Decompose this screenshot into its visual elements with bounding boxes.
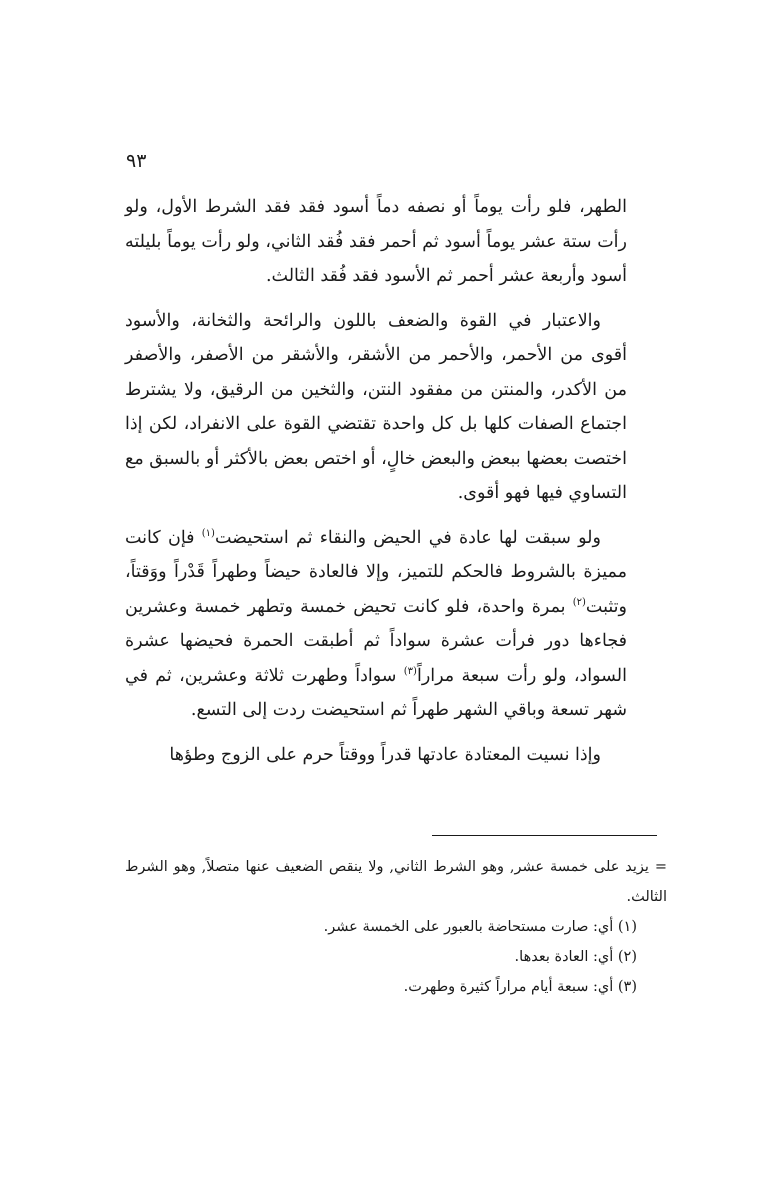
main-text [125, 190, 627, 782]
footnote-1: (١) أي: صارت مستحاضة بالعبور على الخمسة عشر. [323, 919, 637, 935]
footnote-continued: = يزيد على خمسة عشر, وهو الشرط الثاني, ولا ينقص الضعيف عنها متصلاً, وهو الشرط الثالث. [125, 859, 667, 905]
page-number: ٩٣ [126, 150, 147, 172]
paragraph-3-part-3: بمرة واحدة، فلو كانت تحيض خمسة وتطهر خمسة وعشرين فجاءها دور فرأت عشرة سواداً ثم أطبقت الحمرة فحيضها عشرة السواد، ولو رأت سبعة مراراً [125, 596, 627, 686]
footnote-3: (٣) أي: سبعة أيام مراراً كثيرة وطهرت. [403, 979, 637, 995]
paragraph-3 [125, 521, 627, 728]
paragraph-1: الطهر، فلو رأت يوماً أو نصفه دماً أسود فقد فقد الشرط الأول، ولو رأت ستة عشر يوماً أسود ثم أحمر فقد فُقد الثاني، ولو رأت يوماً بليلته أسود وأربعة عشر أحمر ثم الأسود فقد فُقد الثالث. [125, 197, 627, 286]
footnote-2: (٢) أي: العادة بعدها. [514, 949, 637, 965]
footnote-divider [432, 835, 657, 836]
note-ref-1: (١) [201, 527, 215, 539]
note-ref-2: (٢) [572, 596, 586, 608]
footnotes [125, 852, 667, 1002]
paragraph-4: وإذا نسيت المعتادة عادتها قدراً ووقتاً حرم على الزوج وطؤها [169, 744, 601, 765]
paragraph-3-part-2: فإن كانت مميزة بالشروط فالحكم للتميز، وإلا فالعادة حيضاً وطهراً قَدْراً ووَقتاً، وتثبت [125, 527, 627, 617]
paragraph-3-part-4: سواداً وطهرت ثلاثة وعشرين، ثم في شهر تسعة وباقي الشهر طهراً ثم استحيضت ردت إلى التسع. [125, 665, 627, 720]
paragraph-3-part-1: ولو سبقت لها عادة في الحيض والنقاء ثم استحيضت [214, 527, 601, 548]
note-ref-3: (٣) [403, 665, 417, 677]
paragraph-2: والاعتبار في القوة والضعف باللون والرائحة والثخانة، والأسود أقوى من الأحمر، والأحمر من الأشقر، والأشقر من الأصفر، والأصفر من الأكدر، والمنتن من مفقود النتن، والثخين من الرقيق، ولا يشترط اجتماع الصفات كلها بل كل واحدة تقتضي القوة على الانفراد، لكن إذا اختصت بعضها ببعض والبعض خالٍ، أو اختص بعض بالأكثر أو بالسبق مع التساوي فيها فهو أقوى. [125, 310, 627, 503]
